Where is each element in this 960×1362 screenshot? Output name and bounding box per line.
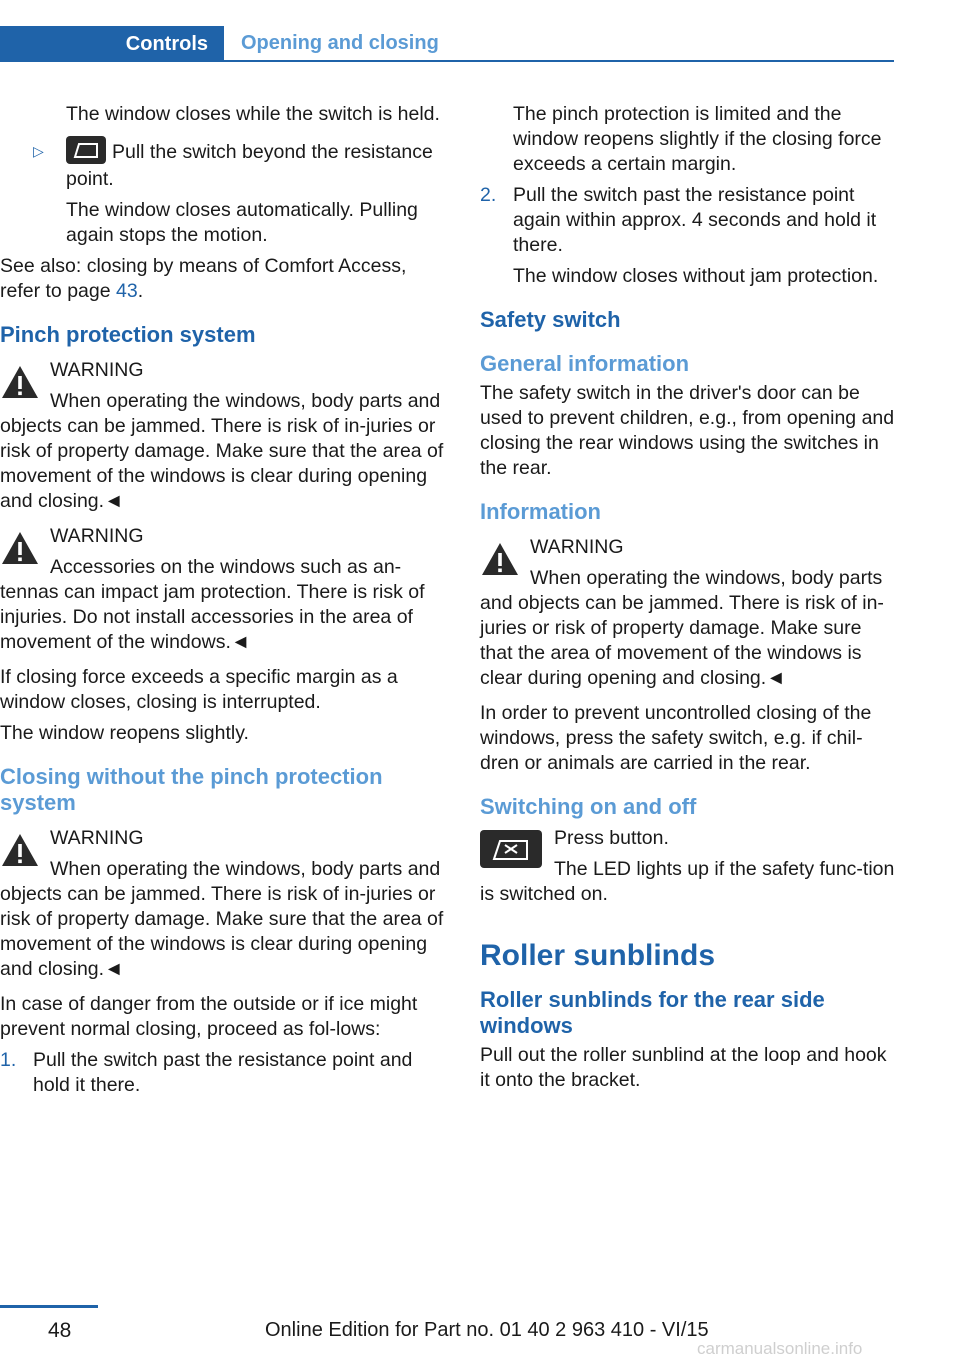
paragraph: The window closes while the switch is held.	[66, 103, 440, 125]
header-bar	[0, 26, 894, 62]
paragraph: In order to prevent uncontrolled closing of the windows, press the safety switch, e.g. if chil-dren or animals are carried in the rear.	[480, 702, 872, 774]
section-heading: Pinch protection system	[0, 322, 256, 347]
section-heading: Roller sunblinds for the rear side windows	[480, 987, 825, 1038]
tab-controls[interactable]: Controls	[0, 26, 224, 62]
list-item	[0, 1048, 448, 1098]
edition-text: Online Edition for Part no. 01 40 2 963 410 - VI/15	[265, 1319, 709, 1341]
watermark: carmanualsonline.info	[697, 1339, 863, 1358]
paragraph: The LED lights up if the safety func-tion is switched on.	[480, 858, 895, 905]
warning-triangle-icon	[0, 832, 40, 868]
paragraph: In case of danger from the outside or if ice might prevent normal closing, proceed as fol-lows:	[0, 993, 418, 1040]
paragraph: Press button.	[554, 827, 669, 849]
right-column	[480, 102, 898, 1099]
step-text: Pull the switch past the resistance point and hold it there.	[33, 1049, 413, 1096]
list-item	[480, 183, 898, 258]
warning-title: WARNING	[50, 525, 144, 547]
warning-title: WARNING	[530, 536, 624, 558]
window-switch-icon	[66, 136, 106, 164]
paragraph: Pull out the roller sunblind at the loop and hook it onto the bracket.	[480, 1044, 887, 1091]
step-text: Pull the switch past the resistance point again within approx. 4 seconds and hold it there.	[513, 184, 877, 256]
section-heading: Closing without the pinch protection system	[0, 764, 383, 815]
page-number: 48	[48, 1319, 72, 1342]
page-link[interactable]: 43	[116, 280, 138, 302]
header-rule	[0, 60, 894, 62]
warning-triangle-icon	[0, 530, 40, 566]
warning-block	[0, 524, 448, 655]
paragraph: The window reopens slightly.	[0, 722, 249, 744]
step-number: 1.	[0, 1049, 17, 1071]
sub-heading: General information	[480, 351, 690, 376]
tab-opening-and-closing[interactable]: Opening and closing	[241, 31, 439, 54]
left-column	[0, 102, 448, 1104]
warning-title: WARNING	[50, 359, 144, 381]
warning-block	[480, 535, 898, 691]
warning-text: Accessories on the windows such as an-tennas can impact jam protection. There is risk of injuries. Do not install accessories in the area of movement of the windows.◄	[0, 556, 425, 653]
bullet-text: Pull the switch beyond the resistance point.	[66, 141, 433, 190]
sub-heading: Switching on and off	[480, 794, 697, 819]
bullet-item	[33, 139, 448, 254]
warning-triangle-icon	[0, 364, 40, 400]
safety-switch-icon	[480, 830, 542, 868]
step-number: 2.	[480, 184, 497, 206]
footer-rule	[0, 1305, 98, 1308]
paragraph: If closing force exceeds a specific margin as a window closes, closing is interrupted.	[0, 666, 398, 713]
bullet-triangle-icon: ▷	[33, 143, 44, 159]
sub-heading: Information	[480, 499, 601, 524]
section-heading: Safety switch	[480, 307, 621, 332]
paragraph: The window closes without jam protection.	[513, 265, 879, 287]
safety-switch-block	[480, 826, 898, 907]
paragraph: The safety switch in the driver's door can be used to prevent children, e.g., from opening and closing the rear windows using the switches in the rear.	[480, 382, 895, 479]
warning-text: When operating the windows, body parts and objects can be jammed. There is risk of in-juries or risk of property damage. Make sure that the area of movement of the windows is clear during opening and closing.◄	[0, 858, 444, 980]
warning-triangle-icon	[480, 541, 520, 577]
see-also-text: See also: closing by means of Comfort Access, refer to page	[0, 255, 407, 302]
paragraph: The pinch protection is limited and the window reopens slightly if the closing force exceeds a certain margin.	[513, 103, 882, 175]
warning-title: WARNING	[50, 827, 144, 849]
warning-block	[0, 826, 448, 982]
warning-text: When operating the windows, body parts and objects can be jammed. There is risk of in-juries or risk of property damage. Make sure that the area of movement of the windows is clear during opening and closing.◄	[480, 567, 884, 689]
paragraph: The window closes automatically. Pulling again stops the motion.	[66, 199, 418, 246]
chapter-heading: Roller sunblinds	[480, 939, 716, 972]
warning-text: When operating the windows, body parts and objects can be jammed. There is risk of in-juries or risk of property damage. Make sure that the area of movement of the windows is clear during opening and closing.◄	[0, 390, 444, 512]
warning-block	[0, 358, 448, 514]
see-also: See also: closing by means of Comfort Access, refer to page 43.	[0, 255, 407, 302]
